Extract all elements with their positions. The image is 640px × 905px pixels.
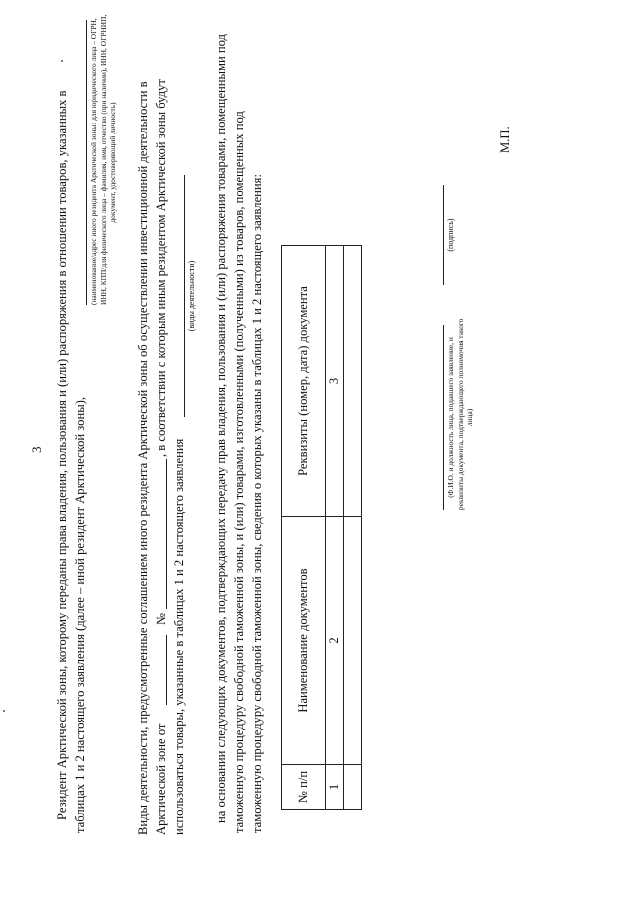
page-number: 3: [29, 446, 44, 453]
signature-fill-line: [443, 185, 444, 285]
para1-line2: таблицах 1 и 2 настоящего заявления (далее – иной резидент Арктической зоны),: [73, 396, 87, 833]
col-number-3: 3: [326, 246, 344, 517]
para1-line1: Резидент Арктической зоны, которому переданы права владения, пользования и (или) распоряжения в отношении товаров, указанных в: [55, 90, 69, 820]
header-number: № п/п: [282, 765, 326, 810]
activities-fill-line: [184, 175, 185, 417]
documents-table: [281, 245, 362, 810]
col-number-2: 2: [326, 517, 344, 765]
table-row: [344, 246, 362, 810]
table-cell: [344, 765, 362, 810]
resident-caption-3: документ, удостоверяющий личность): [108, 102, 117, 223]
scan-speck: [3, 710, 5, 712]
scan-speck: [61, 60, 63, 62]
table-cell: [344, 517, 362, 765]
signer-caption-3: лица): [465, 408, 474, 427]
col-number-1: 1: [326, 765, 344, 810]
table-cell: [344, 246, 362, 517]
para3-line2: таможенную процедуру свободной таможенной зоны, и (или) товарами, изготовленными (полученными) из товаров, помещенных под: [232, 111, 246, 833]
stamp-place-label: М.П.: [498, 126, 512, 153]
signer-caption-2: реквизиты документа, подтверждающего полномочия такого: [455, 318, 465, 510]
resident-caption-1: (наименование/адрес иного резидента Арктической зоны: для юридического лица – ОГРН,: [89, 18, 98, 305]
header-document-name: Наименование документов: [282, 517, 326, 765]
signature-caption: (подпись): [446, 218, 455, 252]
signer-fill-line: [443, 325, 444, 510]
activities-caption: (виды деятельности): [187, 260, 196, 332]
para2-line2-end: , в соответствии с которым иным резидентом Арктической зоны будут: [154, 79, 168, 457]
table-header-row: [282, 246, 326, 810]
para2-line3: использоваться товары, указанные в таблицах 1 и 2 настоящего заявления: [172, 438, 186, 835]
para3-line3: таможенную процедуру свободной таможенной зоны, сведения о которых указаны в таблицах 1 и 2 настоящего заявления:: [250, 174, 264, 833]
agreement-number-line: [166, 459, 167, 609]
resident-caption-2: ИНН, КПП/для физического лица – фамилия, имя, отчество (при наличии), ИНН, ОГРНИП,: [98, 14, 108, 305]
header-document-details: Реквизиты (номер, дата) документа: [282, 246, 326, 517]
signer-caption-1: (Ф.И.О. и должность лица, подавшего заявление, и: [446, 337, 455, 498]
para3-line1: на основании следующих документов, подтверждающих передачу прав владения, пользования и (или) распоряжения товарами, помещенными под: [214, 34, 228, 823]
resident-fill-line: [86, 20, 87, 305]
para2-number-sign: №: [154, 612, 168, 625]
para2-line1: Виды деятельности, предусмотренные соглашением иного резидента Арктической зоны об осуществлении инвестиционной деятельности в: [136, 81, 150, 835]
table-numbering-row: [326, 246, 344, 810]
agreement-date-line: [166, 635, 167, 705]
para2-line2-start: Арктической зоне от: [154, 723, 168, 835]
